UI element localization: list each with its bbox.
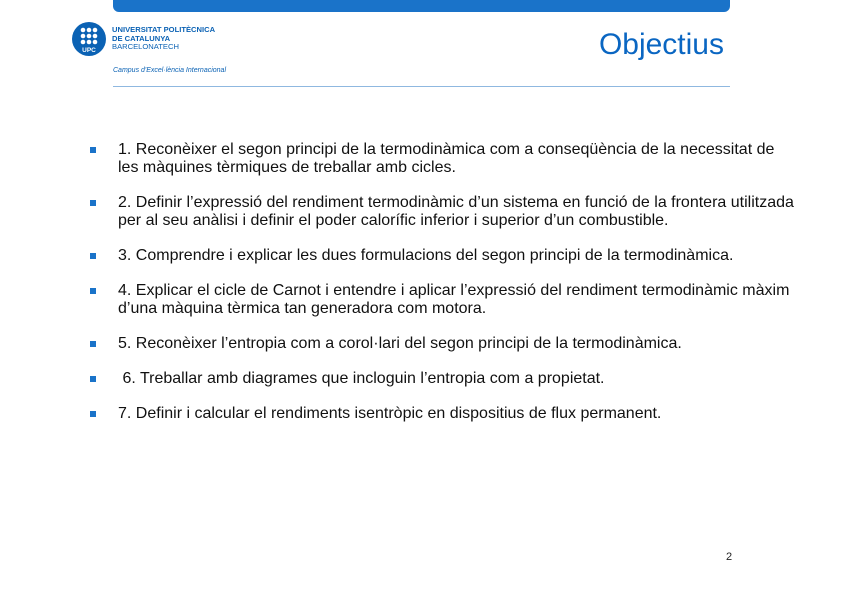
- objective-text: 1. Reconèixer el segon principi de la termodinàmica com a conseqüència de la necessitat de les màquines tèrmiques de treballar amb cicles.: [118, 141, 775, 176]
- square-bullet-icon: [90, 288, 96, 294]
- objective-item: [88, 335, 798, 353]
- square-bullet-icon: [90, 411, 96, 417]
- objective-item: [88, 141, 798, 177]
- objective-text: 7. Definir i calcular el rendiments isentròpic en dispositius de flux permanent.: [118, 405, 662, 422]
- university-name-line-3: BARCELONATECH: [112, 42, 179, 52]
- campus-tagline: Campus d'Excel·lència Internacional: [113, 67, 227, 74]
- objective-item: [88, 194, 798, 230]
- objective-text: 3. Comprendre i explicar les dues formulacions del segon principi de la termodinàmica.: [118, 247, 734, 264]
- objective-item: [88, 247, 798, 265]
- objectives-list: [88, 141, 798, 440]
- upc-seal-text: UPC: [82, 47, 96, 54]
- upc-seal-icon: [72, 22, 106, 56]
- page-number: 2: [726, 551, 733, 563]
- square-bullet-icon: [90, 376, 96, 382]
- top-accent-bar: [113, 0, 730, 12]
- objective-text: 2. Definir l’expressió del rendiment termodinàmic d’un sistema en funció de la frontera utilitzada per al seu anàlisi i definir el poder calorífic inferior i superior d’un combustible.: [118, 194, 794, 229]
- objective-text: 6. Treballar amb diagrames que incloguin l’entropia com a propietat.: [118, 370, 605, 387]
- square-bullet-icon: [90, 147, 96, 153]
- page-title: Objectius: [598, 28, 724, 61]
- objective-text: 4. Explicar el cicle de Carnot i entendre i aplicar l’expressió del rendiment termodinàmic màxim d’una màquina tèrmica tan generadora com motora.: [118, 282, 790, 317]
- university-name-line-1: UNIVERSITAT POLITÈCNICA: [112, 25, 216, 34]
- objective-text: 5. Reconèixer l’entropia com a corol·lari del segon principi de la termodinàmica.: [118, 335, 682, 352]
- objective-item: [88, 405, 798, 423]
- objective-item: [88, 370, 798, 388]
- square-bullet-icon: [90, 253, 96, 259]
- university-name-line-2: DE CATALUNYA: [112, 33, 171, 43]
- university-name: [112, 26, 215, 52]
- square-bullet-icon: [90, 200, 96, 206]
- title-divider: [113, 86, 730, 87]
- objective-item: [88, 282, 798, 318]
- square-bullet-icon: [90, 341, 96, 347]
